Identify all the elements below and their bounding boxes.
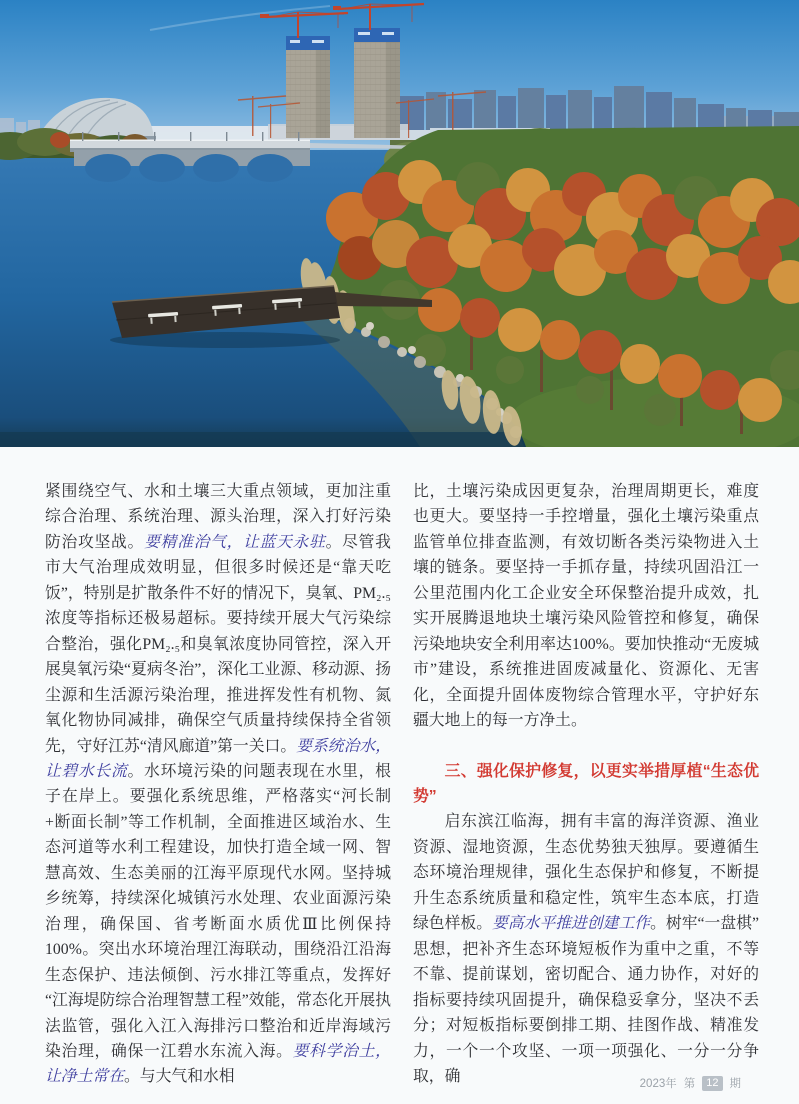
text-run: 。与大气和水相 xyxy=(124,1068,235,1086)
article-body xyxy=(45,479,759,1090)
text-column-left xyxy=(45,479,391,1090)
footer-issue-number: 12 xyxy=(702,1076,722,1091)
paragraph xyxy=(45,479,391,1090)
paragraph xyxy=(413,809,759,1089)
hero-photo xyxy=(0,0,799,447)
section-heading xyxy=(413,759,759,810)
emphasis-run: 要高水平推进创建工作 xyxy=(492,915,651,933)
emphasis-run: 要科学治土，让净土常在 xyxy=(45,1042,391,1086)
text-run: 启东滨江临海，拥有丰富的海洋资源、渔业资源、湿地资源，生态优势独天独厚。要遵循生态环境治理规律，强化生态保护和修复，不断提升生态系统质量和稳定性，筑牢生态本底，打造绿色样板。 xyxy=(413,813,759,933)
paragraph xyxy=(413,479,759,734)
text-column-right xyxy=(413,479,759,1090)
text-run: 三、强化保护修复，以更实举措厚植“生态优势” xyxy=(413,762,759,805)
footer-issue-prefix: 第 xyxy=(683,1078,696,1090)
footer-year: 2023年 xyxy=(639,1078,677,1090)
page-footer xyxy=(640,1075,741,1091)
riverside-scene-illustration xyxy=(0,0,799,447)
text-run: 紧围绕空气、水和土壤三大重点领域，更加注重综合治理、系统治理、源头治理，深入打好污染防治攻坚战。 xyxy=(45,483,391,551)
emphasis-run: 要系统治水，让碧水长流 xyxy=(45,737,391,780)
emphasis-run: 要精准治气，让蓝天永驻 xyxy=(144,533,326,551)
text-run: 比，土壤污染成因更复杂，治理周期更长，难度也更大。要坚持一手控增量，强化土壤污染重点监管单位排查监测，有效切断各类污染物进入土壤的链条。要坚持一手抓存量，持续巩固沿江一公里范围内化工企业安全环保整治提升成效，扎实开展腾退地块土壤污染风险管控和修复，确保污染地块安全利用率达100%。要加快推动“无废城市”建设，系统推进固废减量化、资源化、无害化，全面提升固体废物综合管理水平，守护好东疆大地上的每一方净土。 xyxy=(413,483,759,730)
text-run: 。尽管我市大气治理成效明显，但很多时候还是“靠天吃饭”，特别是扩散条件不好的情况下，臭氧、PM₂.₅浓度等指标还极易超标。要持续开展大气污染综合整治，强化PM₂.₅和臭氧浓度协同管控，深入开展臭氧污染“夏病冬治”，深化工业源、移动源、扬尘源和生活源污染治理，推进挥发性有机物、氮氧化物协同减排，确保空气质量持续保持全省领先，守好江苏“清风廊道”第一关口。 xyxy=(45,533,391,755)
footer-issue-suffix: 期 xyxy=(729,1078,741,1090)
text-run: 。树牢“一盘棋”思想，把补齐生态环境短板作为重中之重，不等不靠、提前谋划，密切配合、通力协作，对好的指标要持续巩固提升，确保稳妥拿分，坚决不丢分；对短板指标要倒排工期、挂图作战、精准发力，一个一个攻坚、一项一项强化、一分一分争取，确 xyxy=(413,915,759,1085)
text-run: 。水环境污染的问题表现在水里，根子在岸上。要强化系统思维，严格落实“河长制+断面长制”等工作机制，全面推进区域治水、生态河道等水利工程建设，加快打造全域一网、智慧高效、生态美丽的江海平原现代水网。坚持城乡统筹，持续深化城镇污水处理、农业面源污染治理，确保国、省考断面水质优Ⅲ比例保持100%。突出水环境治理江海联动，围绕沿江沿海生态保护、违法倾倒、污水排江等重点，发挥好“江海堤防综合治理智慧工程”效能，常态化开展执法监管，强化入江入海排污口整治和近岸海域污染治理，确保一江碧水东流入海。 xyxy=(45,762,391,1060)
